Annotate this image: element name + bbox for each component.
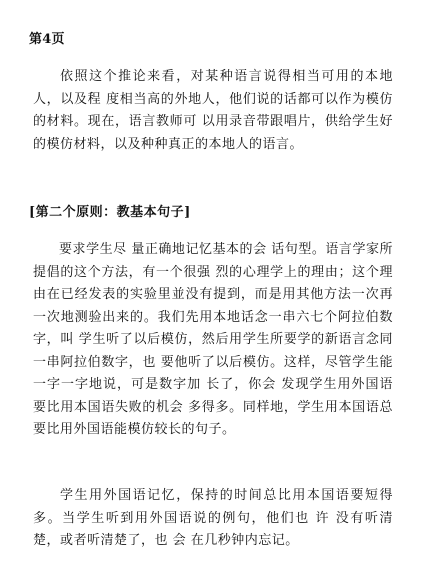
- paragraph-3: [33, 485, 393, 553]
- page-number: 第4页: [29, 32, 65, 47]
- paragraph-2: [33, 239, 393, 442]
- paragraph-1-text: 依照这个推论来看，对某种语言说得相当可用的本地人，以及程 度相当高的外地人，他们说的话都可以作为模仿的材料。现在，语言教师可 以用录音带跟唱片，供给学生好的模仿材料，以及种种真正的本地人的语言。: [33, 69, 393, 152]
- paragraph-1: [33, 66, 393, 156]
- section-heading: [第二个原则：教基本句子]: [29, 205, 191, 220]
- paragraph-3-text: 学生用外国语记忆，保持的时间总比用本国语要短得多。当学生听到用外国语说的例句，他们也 许 没有听清楚，或者听清楚了，也 会 在几秒钟内忘记。: [33, 488, 393, 548]
- paragraph-2-text: 要求学生尽 量正确地记忆基本的会 话句型。语言学家所提倡的这个方法，有一个很强 烈的心理学上的理由；这个理由在已经发表的实验里並没有提到，而是用其他方法一次再一次地测验出来的。我们先用本地话念一串六七个阿拉伯数字，叫 学生听了以后模仿，然后用学生所要学的新语言念同 一串阿拉伯数字，也 要他听了以后模仿。这样，尽管学生能一字一字地说，可是数字加 长了，你会 发现学生用外国语要比用本国语失败的机会 多得多。同样地，学生用本国语总要比用外国语能模仿较长的句子。: [33, 242, 393, 437]
